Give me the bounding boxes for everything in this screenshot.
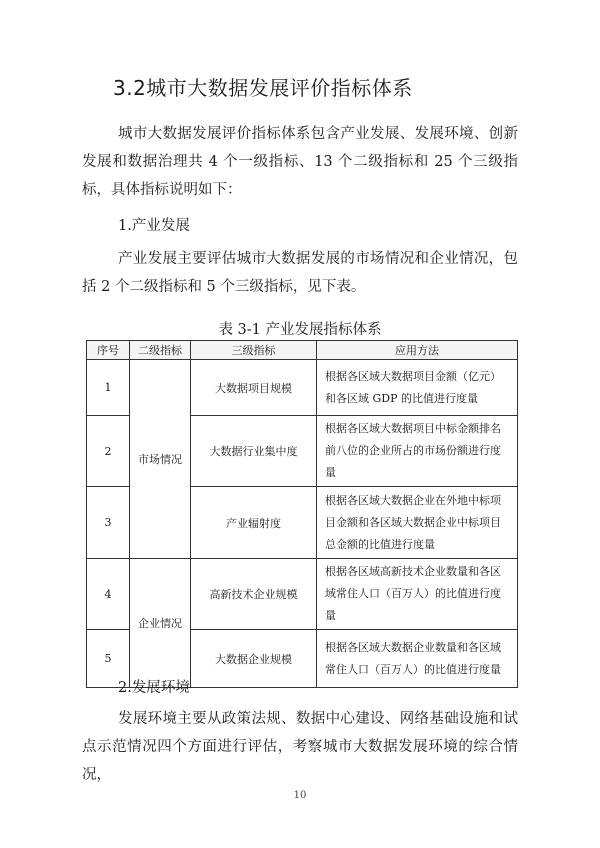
table-row	[87, 559, 518, 630]
page-number: 10	[293, 790, 307, 801]
table-caption: 表 3-1 产业发展指标体系	[218, 322, 382, 338]
row-no: 3	[87, 487, 130, 559]
table-header-row	[87, 341, 518, 360]
row-method: 根据各区域大数据企业数量和各区域常住人口（百万人）的比值进行度量	[317, 630, 518, 688]
row-level3: 大数据行业集中度	[191, 416, 317, 487]
row-no: 2	[87, 416, 130, 487]
subsection-heading-environment: 2.发展环境	[118, 680, 190, 696]
row-no: 5	[87, 630, 130, 688]
intro-paragraph: 城市大数据发展评价指标体系包含产业发展、发展环境、创新发展和数据治理共 4 个一级指标、13 个二级指标和 25 个三级指标，具体指标说明如下：	[82, 126, 518, 198]
group-enterprise: 企业情况	[130, 559, 191, 688]
group-market: 市场情况	[130, 360, 191, 559]
header-method: 应用方法	[317, 341, 518, 360]
header-level2: 二级指标	[130, 341, 191, 360]
row-level3: 大数据企业规模	[191, 630, 317, 688]
row-no: 1	[87, 360, 130, 416]
row-no: 4	[87, 559, 130, 630]
row-method: 根据各区域大数据项目金额（亿元）和各区域 GDP 的比值进行度量	[317, 360, 518, 416]
row-method: 根据各区域大数据企业在外地中标项目金额和各区域大数据企业中标项目总金额的比值进行度量	[317, 487, 518, 559]
header-level3: 三级指标	[191, 341, 317, 360]
row-level3: 大数据项目规模	[191, 360, 317, 416]
table-row	[87, 360, 518, 416]
section-heading: 3.2城市大数据发展评价指标体系	[113, 76, 413, 100]
row-method: 根据各区域大数据项目中标金额排名前八位的企业所占的市场份额进行度量	[317, 416, 518, 487]
header-no: 序号	[87, 341, 130, 360]
row-level3: 产业辐射度	[191, 487, 317, 559]
subsection-heading-industry: 1.产业发展	[118, 218, 190, 234]
row-level3: 高新技术企业规模	[191, 559, 317, 630]
environment-paragraph: 发展环境主要从政策法规、数据中心建设、网络基础设施和试点示范情况四个方面进行评估，考察城市大数据发展环境的综合情况，	[82, 711, 518, 783]
row-method: 根据各区域高新技术企业数量和各区域常住人口（百万人）的比值进行度量	[317, 559, 518, 630]
industry-paragraph: 产业发展主要评估城市大数据发展的市场情况和企业情况，包括 2 个二级指标和 5 个三级指标，见下表。	[82, 251, 518, 295]
indicator-table	[86, 340, 518, 688]
